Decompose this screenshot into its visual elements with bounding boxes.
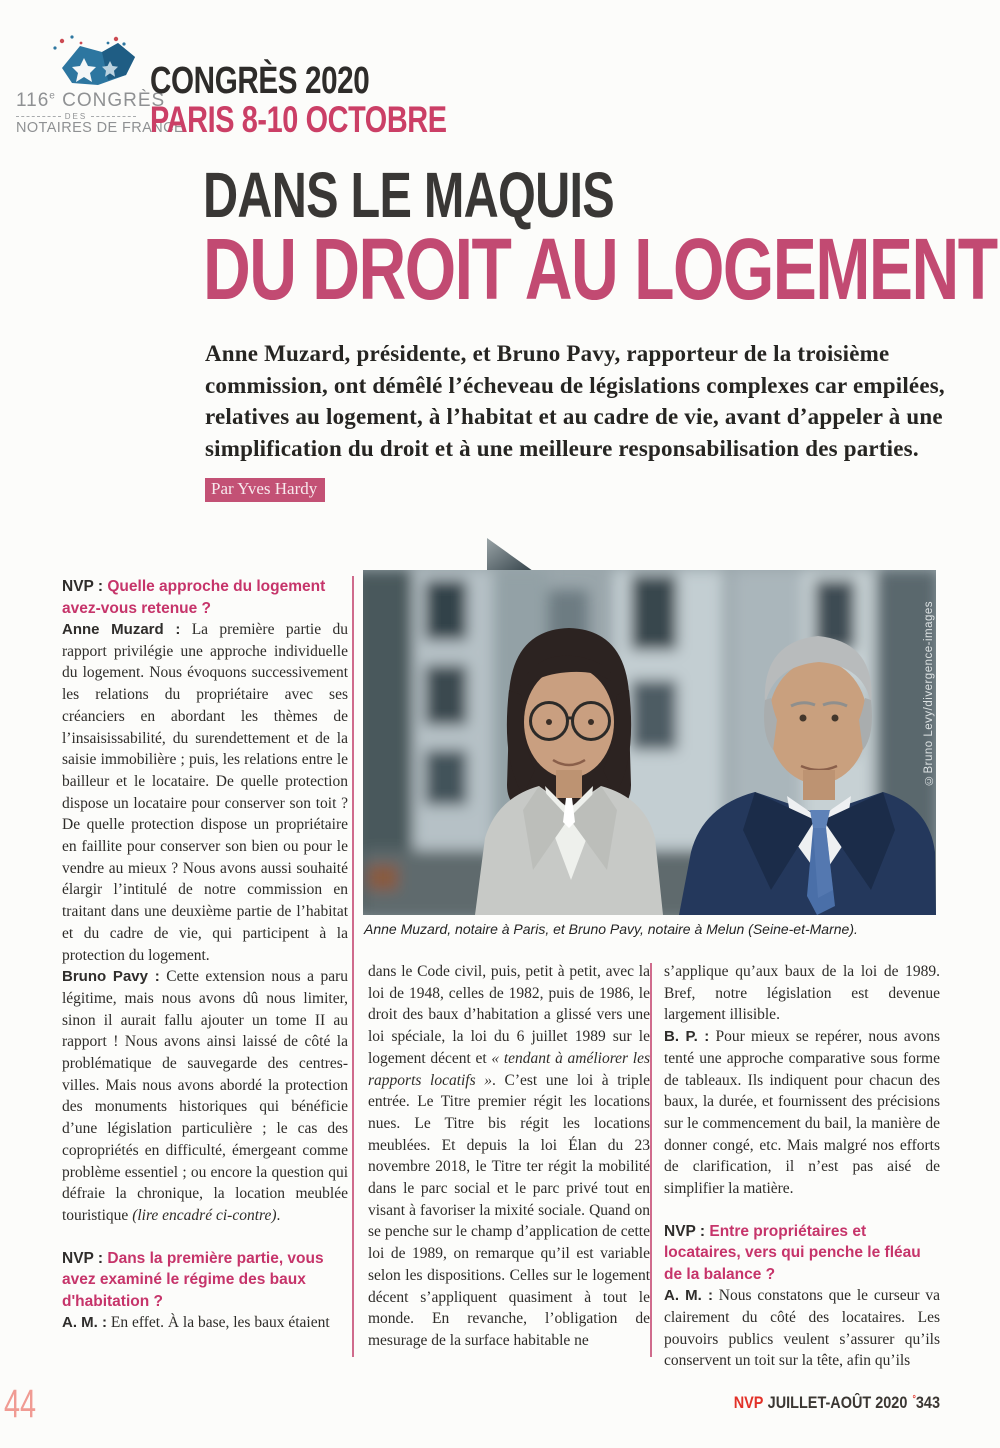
- footer-issue-number: 343: [915, 1393, 940, 1412]
- event-title: CONGRÈS 2020: [150, 60, 370, 102]
- congress-badge-title: 116e CONGRÈS: [16, 90, 166, 111]
- column-rule-left: [352, 576, 354, 1357]
- answer-am-start: A. M. : En effet. À la base, les baux étaient: [62, 1314, 330, 1332]
- photo-credit: ©Bruno Levy/divergence-images: [923, 600, 935, 786]
- question-1: NVP : Quelle approche du logement avez-vous retenue ?: [62, 578, 326, 617]
- footer-brand: NVP: [733, 1393, 764, 1412]
- standfirst: Anne Muzard, présidente, et Bruno Pavy, rapporteur de la troisième commission, ont démêlé l’écheveau de législations complexes car empilées, relatives au logement, à l’habitat et au cadre de vie, avant d’appeler à une simplification du droit et à une meilleure responsabilisation des parties.: [205, 341, 945, 461]
- answer-am-final: A. M. : Nous constatons que le curseur va clairement du côté des locataires. Les pouvoirs publics veulent s’assurer qu’ils conservent un toit sur la tête, afin qu’ils: [664, 1287, 940, 1370]
- question-2: NVP : Dans la première partie, vous avez examiné le régime des baux d'habitation ?: [62, 1249, 324, 1310]
- page-number: 44: [4, 1382, 37, 1426]
- footer-issue-line: [685, 1393, 940, 1413]
- headline-line2: DU DROIT AU LOGEMENT: [203, 221, 997, 318]
- column-left: [62, 576, 348, 1360]
- event-dates: PARIS 8-10 OCTOBRE: [150, 99, 447, 140]
- column-rule-middle: [650, 963, 652, 1357]
- headline-line1: DANS LE MAQUIS: [203, 159, 614, 231]
- footer-number-mark: °: [912, 1394, 916, 1405]
- photo-speech-tail-icon: [487, 538, 533, 571]
- answer-am-continued: dans le Code civil, puis, petit à petit, avec la loi de 1948, celles de 1982, puis de 1986, le droit des baux d’habitation a glissé vers une loi spéciale, la loi du 6 juillet 1989 sur le logement décent et « tendant à améliorer les rapports locatifs ». C’est une loi à triple entrée. Le Titre premier régit les locations nues. Le Titre bis régit les locations meublées. Et depuis la loi Élan du 23 novembre 2018, le Titre ter régit la mobilité dans le parc social et le parc privé tout en visant à favoriser la mixité sociale. Quand on se penche sur le champ d’application de cette loi de 1989, on remarque qu’il est variable selon les dispositions. Celles sur le logement décent s’appliquent quasiment à tout le monde. En revanche, l’obligation de mesurage de la surface habitable ne: [368, 963, 650, 1349]
- footer-issue-date: JUILLET-AOÛT 2020: [767, 1393, 908, 1412]
- answer-bruno-pavy: Bruno Pavy : Cette extension nous a paru légitime, mais nous avons dû nous limiter, sinon il aurait fallu ajouter un tome II au rapport ! Nous avons ainsi laissé de côté la problématique de sauvegarde des centres-villes. Mais nous avons abordé la protection des monuments historiques qui bénéficie d’une législation particulière ; le cas des copropriétés en difficulté, émergeant comme problème essentiel ; ou encore la question qui défraie la chronique, la location meublée touristique (lire encadré ci-contre).: [62, 968, 348, 1224]
- interview-photo: [363, 570, 936, 915]
- congress-badge-org: NOTAIRES DE FRANCE: [16, 120, 185, 136]
- answer-am-end: s’applique qu’aux baux de la loi de 1989. Bref, notre législation est devenue largement illisible.: [664, 963, 940, 1024]
- column-right: [664, 961, 940, 1375]
- photo-caption: Anne Muzard, notaire à Paris, et Bruno Pavy, notaire à Melun (Seine-et-Marne).: [364, 921, 858, 937]
- column-middle: [368, 961, 650, 1379]
- byline: Par Yves Hardy: [205, 478, 325, 502]
- question-3: NVP : Entre propriétaires et locataires, vers qui penche le fléau de la balance ?: [664, 1222, 921, 1283]
- france-map-icon: [32, 34, 144, 90]
- answer-bp: B. P. : Pour mieux se repérer, nous avons tenté une approche comparative sous forme de tableaux. Ils indiquent pour chacun des baux, la durée, et fournissent des précisions sur le commencement du bail, la manière de donner congé, etc. Mais malgré nos efforts de clarification, il n’est pas aisé de simplifier la matière.: [664, 1028, 940, 1198]
- answer-anne-muzard: Anne Muzard : La première partie du rapport privilégie une approche individuelle du logement. Nous évoquons successivement les relations du propriétaire avec ses créanciers en abordant les thèmes de l’insaisissabilité, du surendettement et de la saisie immobilière ; puis, les relations entre le bailleur et le locataire. De quelle protection dispose un locataire pour conserver son toit ? De quelle protection dispose un propriétaire en faillite pour conserver son bien ou pour le vendre au mieux ? Nous avons aussi souhaité élargir l’intitulé de notre commission en traitant dans une deuxième partie de l’habitat et du cadre de vie, qui participent à la protection du logement.: [62, 621, 348, 964]
- congress-badge-des: DES: [16, 112, 136, 121]
